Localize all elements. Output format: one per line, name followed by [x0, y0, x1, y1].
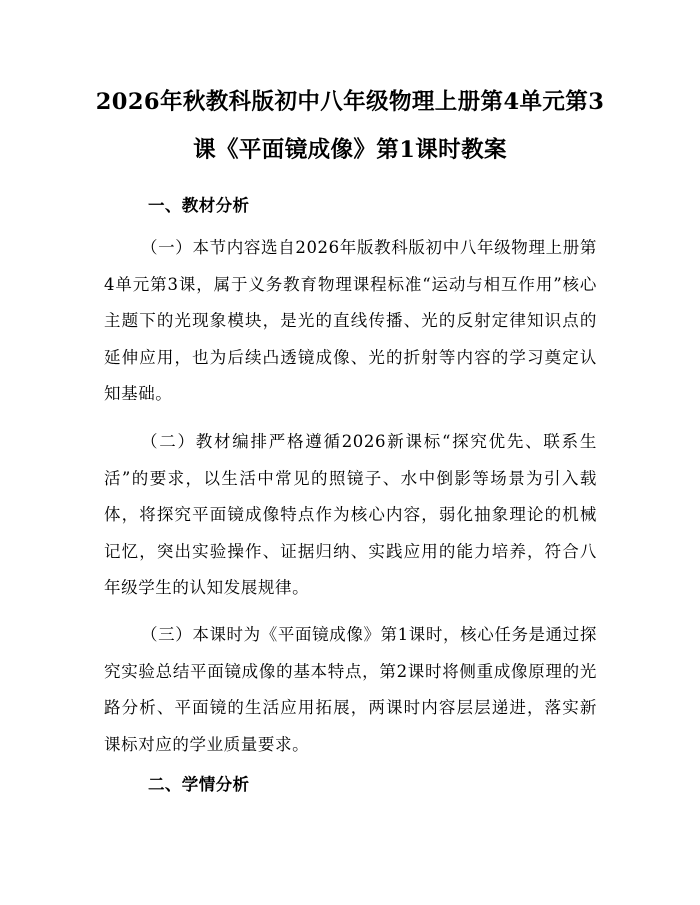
document-title: 2026年秋教科版初中八年级物理上册第4单元第3课《平面镜成像》第1课时教案	[95, 89, 605, 163]
paragraph-textbook-analysis-1: （一）本节内容选自2026年版教科版初中八年级物理上册第4单元第3课，属于义务教育物理课程标准“运动与相互作用”核心主题下的光现象模块，是光的直线传播、光的反射定律知识点的延伸应用，也为后续凸透镜成像、光的折射等内容的学习奠定认知基础。	[104, 238, 597, 404]
paragraph-textbook-analysis-2: （二）教材编排严格遵循2026新课标“探究优先、联系生活”的要求，以生活中常见的照镜子、水中倒影等场景为引入载体，将探究平面镜成像特点作为核心内容，弱化抽象理论的机械记忆，突出实验操作、证据归纳、实践应用的能力培养，符合八年级学生的认知发展规律。	[104, 432, 597, 598]
paragraph-textbook-analysis-3: （三）本课时为《平面镜成像》第1课时，核心任务是通过探究实验总结平面镜成像的基本特点，第2课时将侧重成像原理的光路分析、平面镜的生活应用拓展，两课时内容层层递进，落实新课标对应的学业质量要求。	[104, 625, 597, 754]
section-heading-student-analysis: 二、学情分析	[148, 775, 250, 794]
section-heading-textbook-analysis: 一、教材分析	[148, 196, 250, 215]
